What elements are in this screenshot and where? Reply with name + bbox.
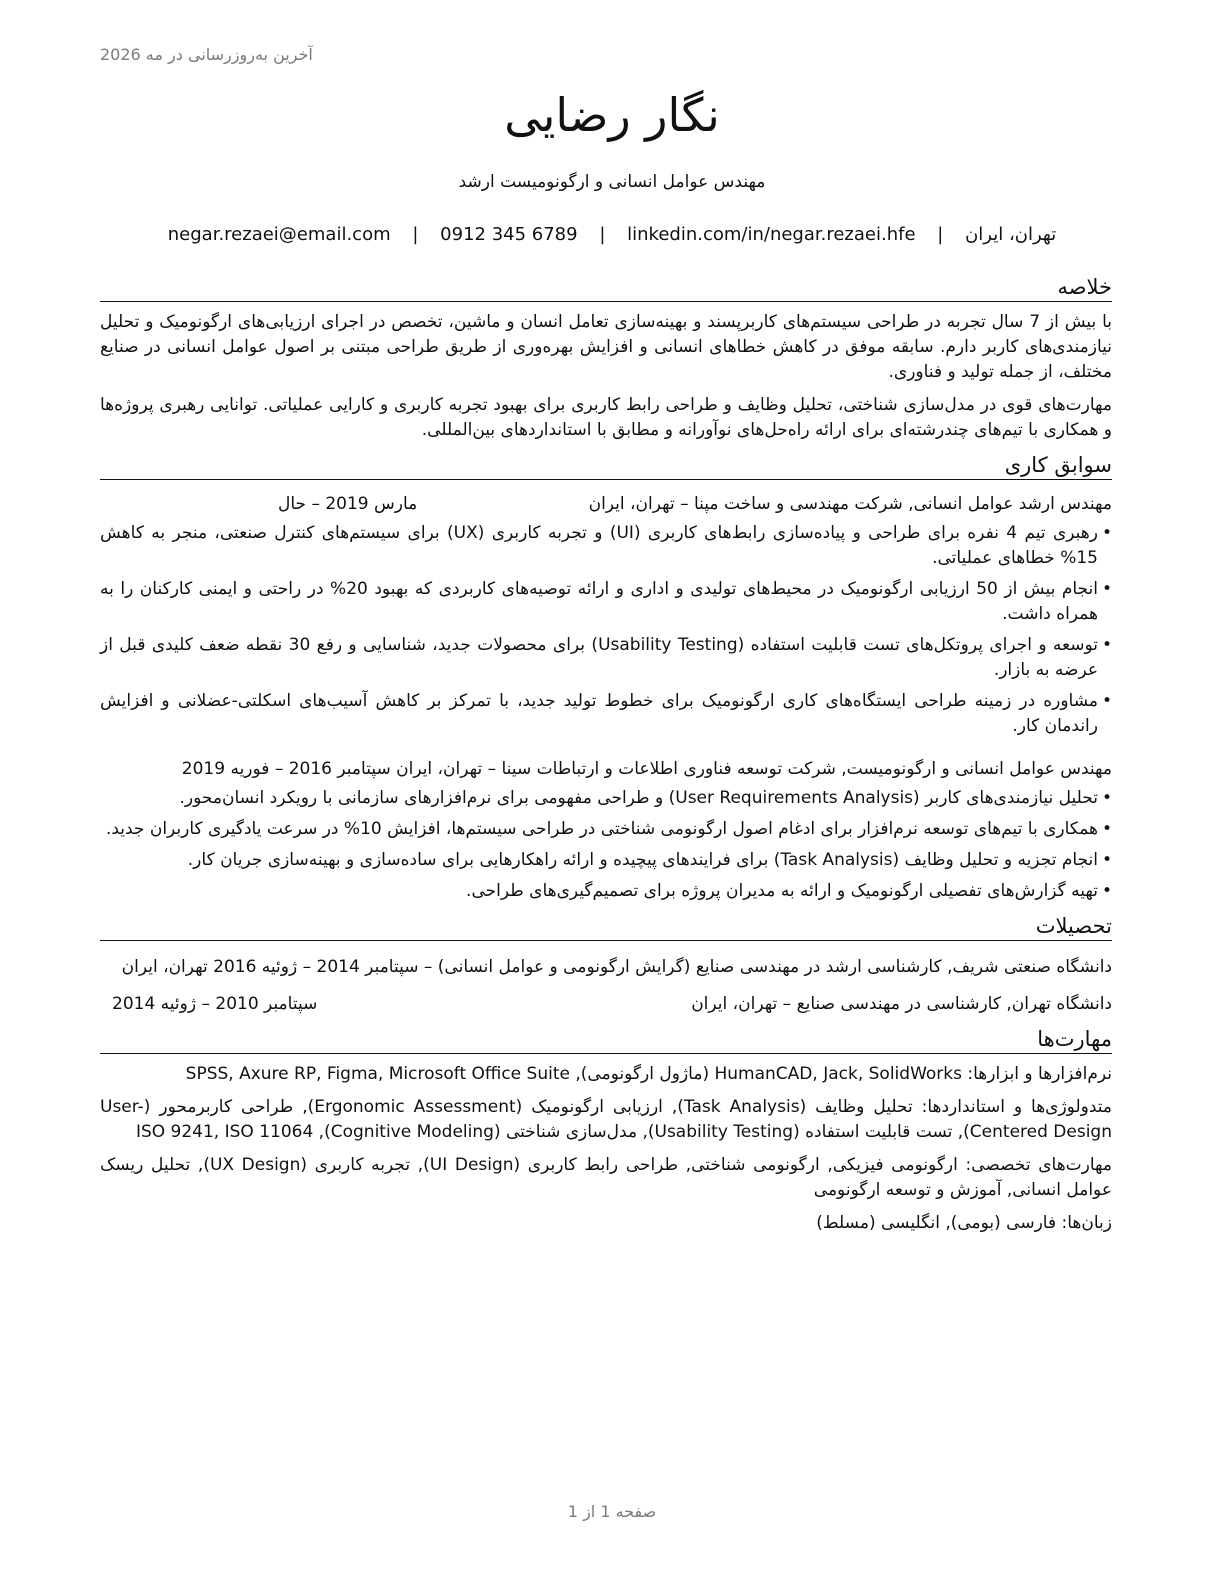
job-title: مهندس عوامل انسانی و ارگونومیست, شرکت توسعه فناوری اطلاعات و ارتباطات سینا – تهران، ایران سپتامبر 2016 – فوریه 2019 <box>181 759 1112 779</box>
summary-paragraph: مهارت‌های قوی در مدل‌سازی شناختی، تحلیل وظایف و طراحی رابط کاربری برای بهبود تجربه کاربری و کارایی عملیاتی. توانایی رهبری پروژه‌ها و همکاری با تیم‌های چندرشته‌ای برای ارائه راه‌حل‌های نوآورانه و مطابق با استانداردهای بین‌المللی. <box>100 395 1112 440</box>
skills-expertise: مهارت‌های تخصصی: ارگونومی فیزیکی, ارگونومی شناختی, طراحی رابط کاربری (UI Design), تجربه کاربری (UX Design), تحلیل ریسک عوامل انسانی, آموزش و توسعه ارگونومی <box>100 1155 1112 1200</box>
last-updated-note: آخرین به‌روزرسانی در مه 2026 <box>100 45 313 64</box>
job-header <box>100 492 1112 517</box>
job-title: مهندس ارشد عوامل انسانی, شرکت مهندسی و ساخت مپنا – تهران، ایران <box>588 494 1112 514</box>
contact-separator: | <box>937 224 944 245</box>
skills-languages: زبان‌ها: فارسی (بومی), انگلیسی (مسلط) <box>816 1213 1112 1233</box>
job-bullets <box>100 786 1112 904</box>
candidate-title: مهندس عوامل انسانی و ارگونومیست ارشد <box>458 172 766 192</box>
section-heading-summary: خلاصه <box>100 275 1112 302</box>
bullet-item: • انجام بیش از 50 ارزیابی ارگونومیک در محیط‌های تولیدی و اداری و ارائه توصیه‌های کاربردی که بهبود 20% در راحتی و ایمنی کارکنان را به همراه داشت. <box>100 577 1112 627</box>
experience-section <box>100 453 1112 904</box>
contact-location: تهران، ایران <box>965 224 1057 245</box>
contact-linkedin[interactable]: linkedin.com/in/negar.rezaei.hfe <box>627 224 916 245</box>
resume-body <box>100 275 1112 1246</box>
candidate-name: نگار رضایی <box>504 88 720 142</box>
education-entry <box>100 955 1112 980</box>
page-number: صفحه 1 از 1 <box>567 1502 657 1521</box>
contact-line <box>0 224 1224 245</box>
summary-paragraph: با بیش از 7 سال تجربه در طراحی سیستم‌های کاربرپسند و بهینه‌سازی تعامل انسان و ماشین، تخصص در اجرای ارزیابی‌های ارگونومیک و تحلیل نیازمندی‌های کاربر دارم. سابقه موفق در کاهش خطاهای انسانی و افزایش بهره‌وری از طریق طراحی مبتنی بر اصول عوامل انسانی در صنایع مختلف، از جمله تولید و فناوری. <box>100 312 1112 382</box>
bullet-item: • مشاوره در زمینه طراحی ایستگاه‌های کاری ارگونومیک برای خطوط تولید جدید، با تمرکز بر کاهش آسیب‌های اسکلتی-عضلانی و افزایش راندمان کار. <box>100 689 1112 739</box>
bullet-item: • همکاری با تیم‌های توسعه نرم‌افزار برای ادغام اصول ارگونومی شناختی در طراحی سیستم‌ها، افزایش 10% در سرعت یادگیری کاربران جدید. <box>100 817 1112 842</box>
skills-section <box>100 1027 1112 1236</box>
bullet-item: • انجام تجزیه و تحلیل وظایف (Task Analysis) برای فرایندهای پیچیده و ارائه راهکارهایی برای ساده‌سازی و بهینه‌سازی جریان کار. <box>100 848 1112 873</box>
contact-separator: | <box>599 224 606 245</box>
section-heading-experience: سوابق کاری <box>100 453 1112 480</box>
skills-methods: متدولوژی‌ها و استانداردها: تحلیل وظایف (Task Analysis), ارزیابی ارگونومیک (Ergonomic Assessment), طراحی کاربرمحور (User-Centered Design), تست قابلیت استفاده (Usability Testing), مدل‌سازی شناختی (Cognitive Modeling), ISO 9241, ISO 11064 <box>100 1097 1113 1142</box>
contact-phone[interactable]: 0912 345 6789 <box>440 224 578 245</box>
job-date: مارس 2019 – حال <box>278 494 418 514</box>
bullet-item: • تهیه گزارش‌های تفصیلی ارگونومیک و ارائه به مدیران پروژه برای تصمیم‌گیری‌های طراحی. <box>100 879 1112 904</box>
bullet-item: • تحلیل نیازمندی‌های کاربر (User Requirements Analysis) و طراحی مفهومی برای نرم‌افزارهای سازمانی با رویکرد انسان‌محور. <box>100 786 1112 811</box>
summary-section <box>100 275 1112 443</box>
education-date: سپتامبر 2010 – ژوئیه 2014 <box>112 994 318 1014</box>
bullet-item: • توسعه و اجرای پروتکل‌های تست قابلیت استفاده (Usability Testing) برای محصولات جدید، شناسایی و رفع 30 نقطه ضعف کلیدی قبل از عرضه به بازار. <box>100 633 1112 683</box>
section-heading-education: تحصیلات <box>100 914 1112 941</box>
contact-separator: | <box>412 224 419 245</box>
section-heading-skills: مهارت‌ها <box>100 1027 1112 1054</box>
job-bullets <box>100 521 1112 739</box>
education-text: دانشگاه صنعتی شریف, کارشناسی ارشد در مهندسی صنایع (گرایش ارگونومی و عوامل انسانی) – سپتامبر 2014 – ژوئیه 2016 تهران، ایران <box>121 957 1112 977</box>
education-entry <box>100 992 1112 1017</box>
bullet-item: • رهبری تیم 4 نفره برای طراحی و پیاده‌سازی رابط‌های کاربری (UI) و تجربه کاربری (UX) برای سیستم‌های کنترل صنعتی، منجر به کاهش 15% خطاهای عملیاتی. <box>100 521 1112 571</box>
skills-tools: نرم‌افزارها و ابزارها: HumanCAD, Jack, SolidWorks (ماژول ارگونومی), SPSS, Axure RP, Figma, Microsoft Office Suite <box>185 1064 1112 1084</box>
education-text: دانشگاه تهران, کارشناسی در مهندسی صنایع – تهران، ایران <box>691 994 1112 1014</box>
education-section <box>100 914 1112 1017</box>
contact-email[interactable]: negar.rezaei@email.com <box>167 224 391 245</box>
job-header <box>100 757 1112 782</box>
